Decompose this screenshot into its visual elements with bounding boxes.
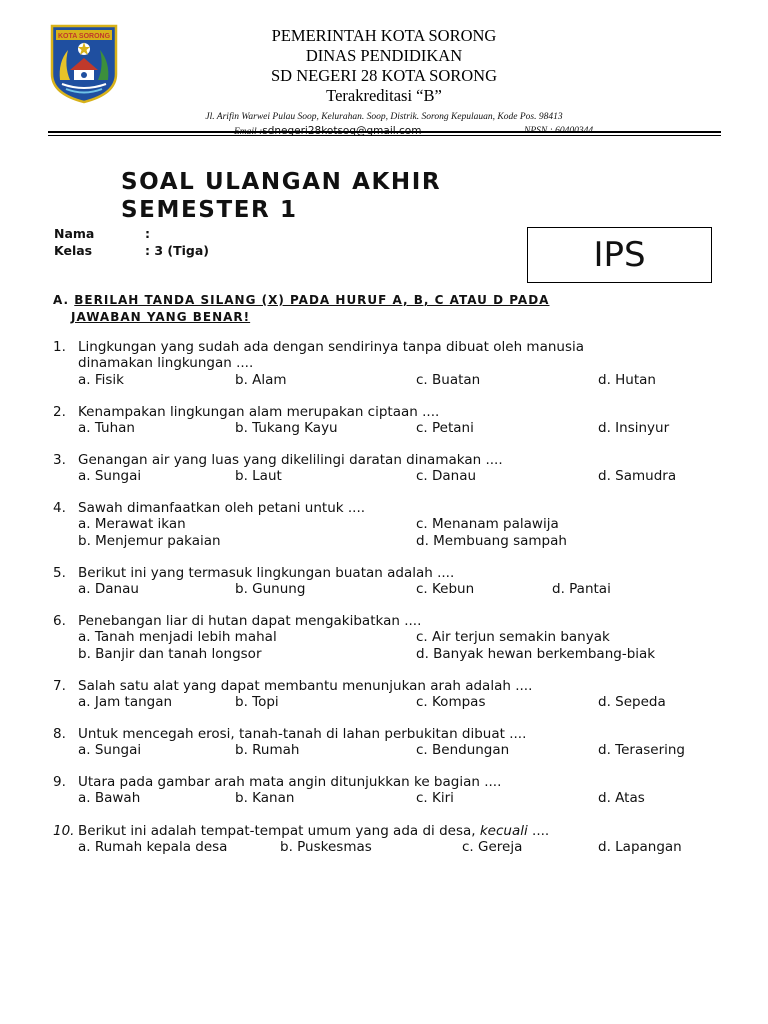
option-c[interactable]: c. Kompas [416, 694, 486, 711]
option-a[interactable]: a. Rumah kepala desa [78, 839, 228, 856]
option-b[interactable]: b. Menjemur pakaian [78, 532, 221, 549]
answer-options [78, 581, 753, 597]
option-b[interactable]: b. Tukang Kayu [235, 420, 338, 437]
option-d[interactable]: d. Membuang sampah [416, 532, 567, 549]
option-c[interactable]: c. Kebun [416, 581, 475, 598]
option-c[interactable]: c. Danau [416, 468, 477, 485]
question-8 [53, 726, 753, 759]
option-c[interactable]: c. Menanam palawija [416, 516, 559, 533]
option-a[interactable]: a. Danau [78, 581, 139, 598]
question-number: 2. [53, 404, 66, 420]
answer-options [78, 694, 753, 710]
question-text: Utara pada gambar arah mata angin ditunjukkan ke bagian .... [78, 774, 502, 790]
question-text-italic: kecuali [479, 823, 528, 839]
option-d[interactable]: d. Lapangan [598, 839, 682, 856]
answer-options [78, 839, 753, 855]
option-c[interactable]: c. Air terjun semakin banyak [416, 629, 610, 646]
answer-options [78, 742, 753, 758]
option-a[interactable]: a. Jam tangan [78, 694, 173, 711]
letterhead-school-name: SD NEGERI 28 KOTA SORONG [270, 66, 498, 85]
option-b[interactable]: b. Laut [235, 468, 282, 485]
answer-options [78, 372, 753, 388]
option-d[interactable]: d. Sepeda [598, 694, 666, 711]
question-4 [53, 500, 753, 549]
question-number: 5. [53, 565, 66, 581]
question-text: Kenampakan lingkungan alam merupakan ciptaan .... [78, 404, 440, 420]
option-a[interactable]: a. Merawat ikan [78, 516, 186, 533]
question-text: Penebangan liar di hutan dapat mengakibatkan .... [78, 613, 422, 629]
section-instruction-line1: BERILAH TANDA SILANG (X) PADA HURUF A, B, C ATAU D PADA [74, 293, 550, 307]
option-b[interactable]: b. Kanan [235, 790, 295, 807]
letterhead-accreditation: Terakreditasi “B” [326, 86, 442, 105]
logo-text: KOTA SORONG [57, 33, 111, 40]
question-number: 8. [53, 726, 66, 742]
option-b[interactable]: b. Banjir dan tanah longsor [78, 645, 262, 662]
question-text: Berikut ini yang termasuk lingkungan buatan adalah .... [78, 565, 455, 581]
question-text: Untuk mencegah erosi, tanah-tanah di lahan perbukitan dibuat .... [78, 726, 527, 742]
letterhead-divider-thick [48, 131, 721, 133]
subject-box [527, 227, 712, 283]
option-a[interactable]: a. Sungai [78, 468, 142, 485]
question-3 [53, 452, 753, 485]
question-6 [53, 613, 753, 662]
question-text: Salah satu alat yang dapat membantu menunjukan arah adalah .... [78, 678, 533, 694]
option-b[interactable]: b. Topi [235, 694, 279, 711]
option-a[interactable]: a. Fisik [78, 371, 124, 388]
answer-options-row1 [78, 516, 753, 532]
answer-options-row1 [78, 629, 753, 645]
option-c[interactable]: c. Petani [416, 420, 474, 437]
question-number: 6. [53, 613, 66, 629]
question-2 [53, 404, 753, 437]
question-7 [53, 678, 753, 711]
option-a[interactable]: a. Tuhan [78, 420, 135, 437]
letterhead-divider-thin [48, 135, 721, 136]
subject-label: IPS [593, 235, 646, 275]
question-text-main: Berikut ini adalah tempat-tempat umum yang ada di desa, [78, 823, 480, 839]
option-d[interactable]: d. Terasering [598, 742, 685, 759]
option-c[interactable]: c. Bendungan [416, 742, 510, 759]
section-instruction [53, 292, 713, 326]
question-5 [53, 565, 753, 598]
question-number: 4. [53, 500, 66, 516]
option-a[interactable]: a. Tanah menjadi lebih mahal [78, 629, 277, 646]
option-c[interactable]: c. Gereja [462, 839, 523, 856]
option-d[interactable]: d. Insinyur [598, 420, 670, 437]
option-d[interactable]: d. Atas [598, 790, 645, 807]
question-text-end: .... [527, 823, 550, 839]
question-number: 7. [53, 678, 66, 694]
question-text: Sawah dimanfaatkan oleh petani untuk .... [78, 500, 366, 516]
section-instruction-line2: JAWABAN YANG BENAR! [71, 310, 251, 324]
question-text [78, 823, 753, 839]
exam-title [121, 168, 441, 224]
section-letter: A. [53, 293, 70, 307]
option-c[interactable]: c. Buatan [416, 371, 481, 388]
class-value: : 3 (Tiga) [145, 243, 210, 258]
option-c[interactable]: c. Kiri [416, 790, 454, 807]
question-number: 1. [53, 339, 66, 355]
question-number: 10. [53, 823, 75, 839]
answer-options-row2 [78, 646, 753, 662]
exam-title-line1: SOAL ULANGAN AKHIR [121, 169, 442, 195]
option-b[interactable]: b. Rumah [235, 742, 300, 759]
option-d[interactable]: d. Pantai [552, 581, 611, 598]
question-number: 9. [53, 774, 66, 790]
option-b[interactable]: b. Gunung [235, 581, 306, 598]
option-d[interactable]: d. Hutan [598, 371, 656, 388]
class-label: Kelas [54, 243, 93, 258]
option-a[interactable]: a. Sungai [78, 742, 142, 759]
letterhead-address: Jl. Arifin Warwei Pulau Soop, Kelurahan. Soop, Distrik. Sorong Kepulauan, Kode Pos. 98413 [205, 112, 563, 122]
question-text: Lingkungan yang sudah ada dengan sendirinya tanpa dibuat oleh manusia [78, 339, 585, 355]
question-number: 3. [53, 452, 66, 468]
letterhead [140, 26, 628, 138]
question-1 [53, 339, 753, 388]
answer-options-row2 [78, 533, 753, 549]
name-value: : [145, 226, 150, 241]
option-b[interactable]: b. Puskesmas [280, 839, 372, 856]
answer-options [78, 468, 753, 484]
option-d[interactable]: d. Banyak hewan berkembang-biak [416, 645, 656, 662]
letterhead-department: DINAS PENDIDIKAN [305, 46, 463, 65]
question-9 [53, 774, 753, 807]
answer-options [78, 420, 753, 436]
answer-options [78, 790, 753, 806]
school-emblem-logo [48, 22, 120, 104]
option-a[interactable]: a. Bawah [78, 790, 141, 807]
exam-title-line2: SEMESTER 1 [121, 197, 298, 223]
question-text-continued: dinamakan lingkungan .... [78, 355, 254, 372]
name-label: Nama [54, 226, 95, 241]
option-d[interactable]: d. Samudra [598, 468, 677, 485]
letterhead-government: PEMERINTAH KOTA SORONG [271, 26, 497, 45]
question-10 [53, 823, 753, 856]
option-b[interactable]: b. Alam [235, 371, 287, 388]
question-text: Genangan air yang luas yang dikelilingi daratan dinamakan .... [78, 452, 503, 468]
